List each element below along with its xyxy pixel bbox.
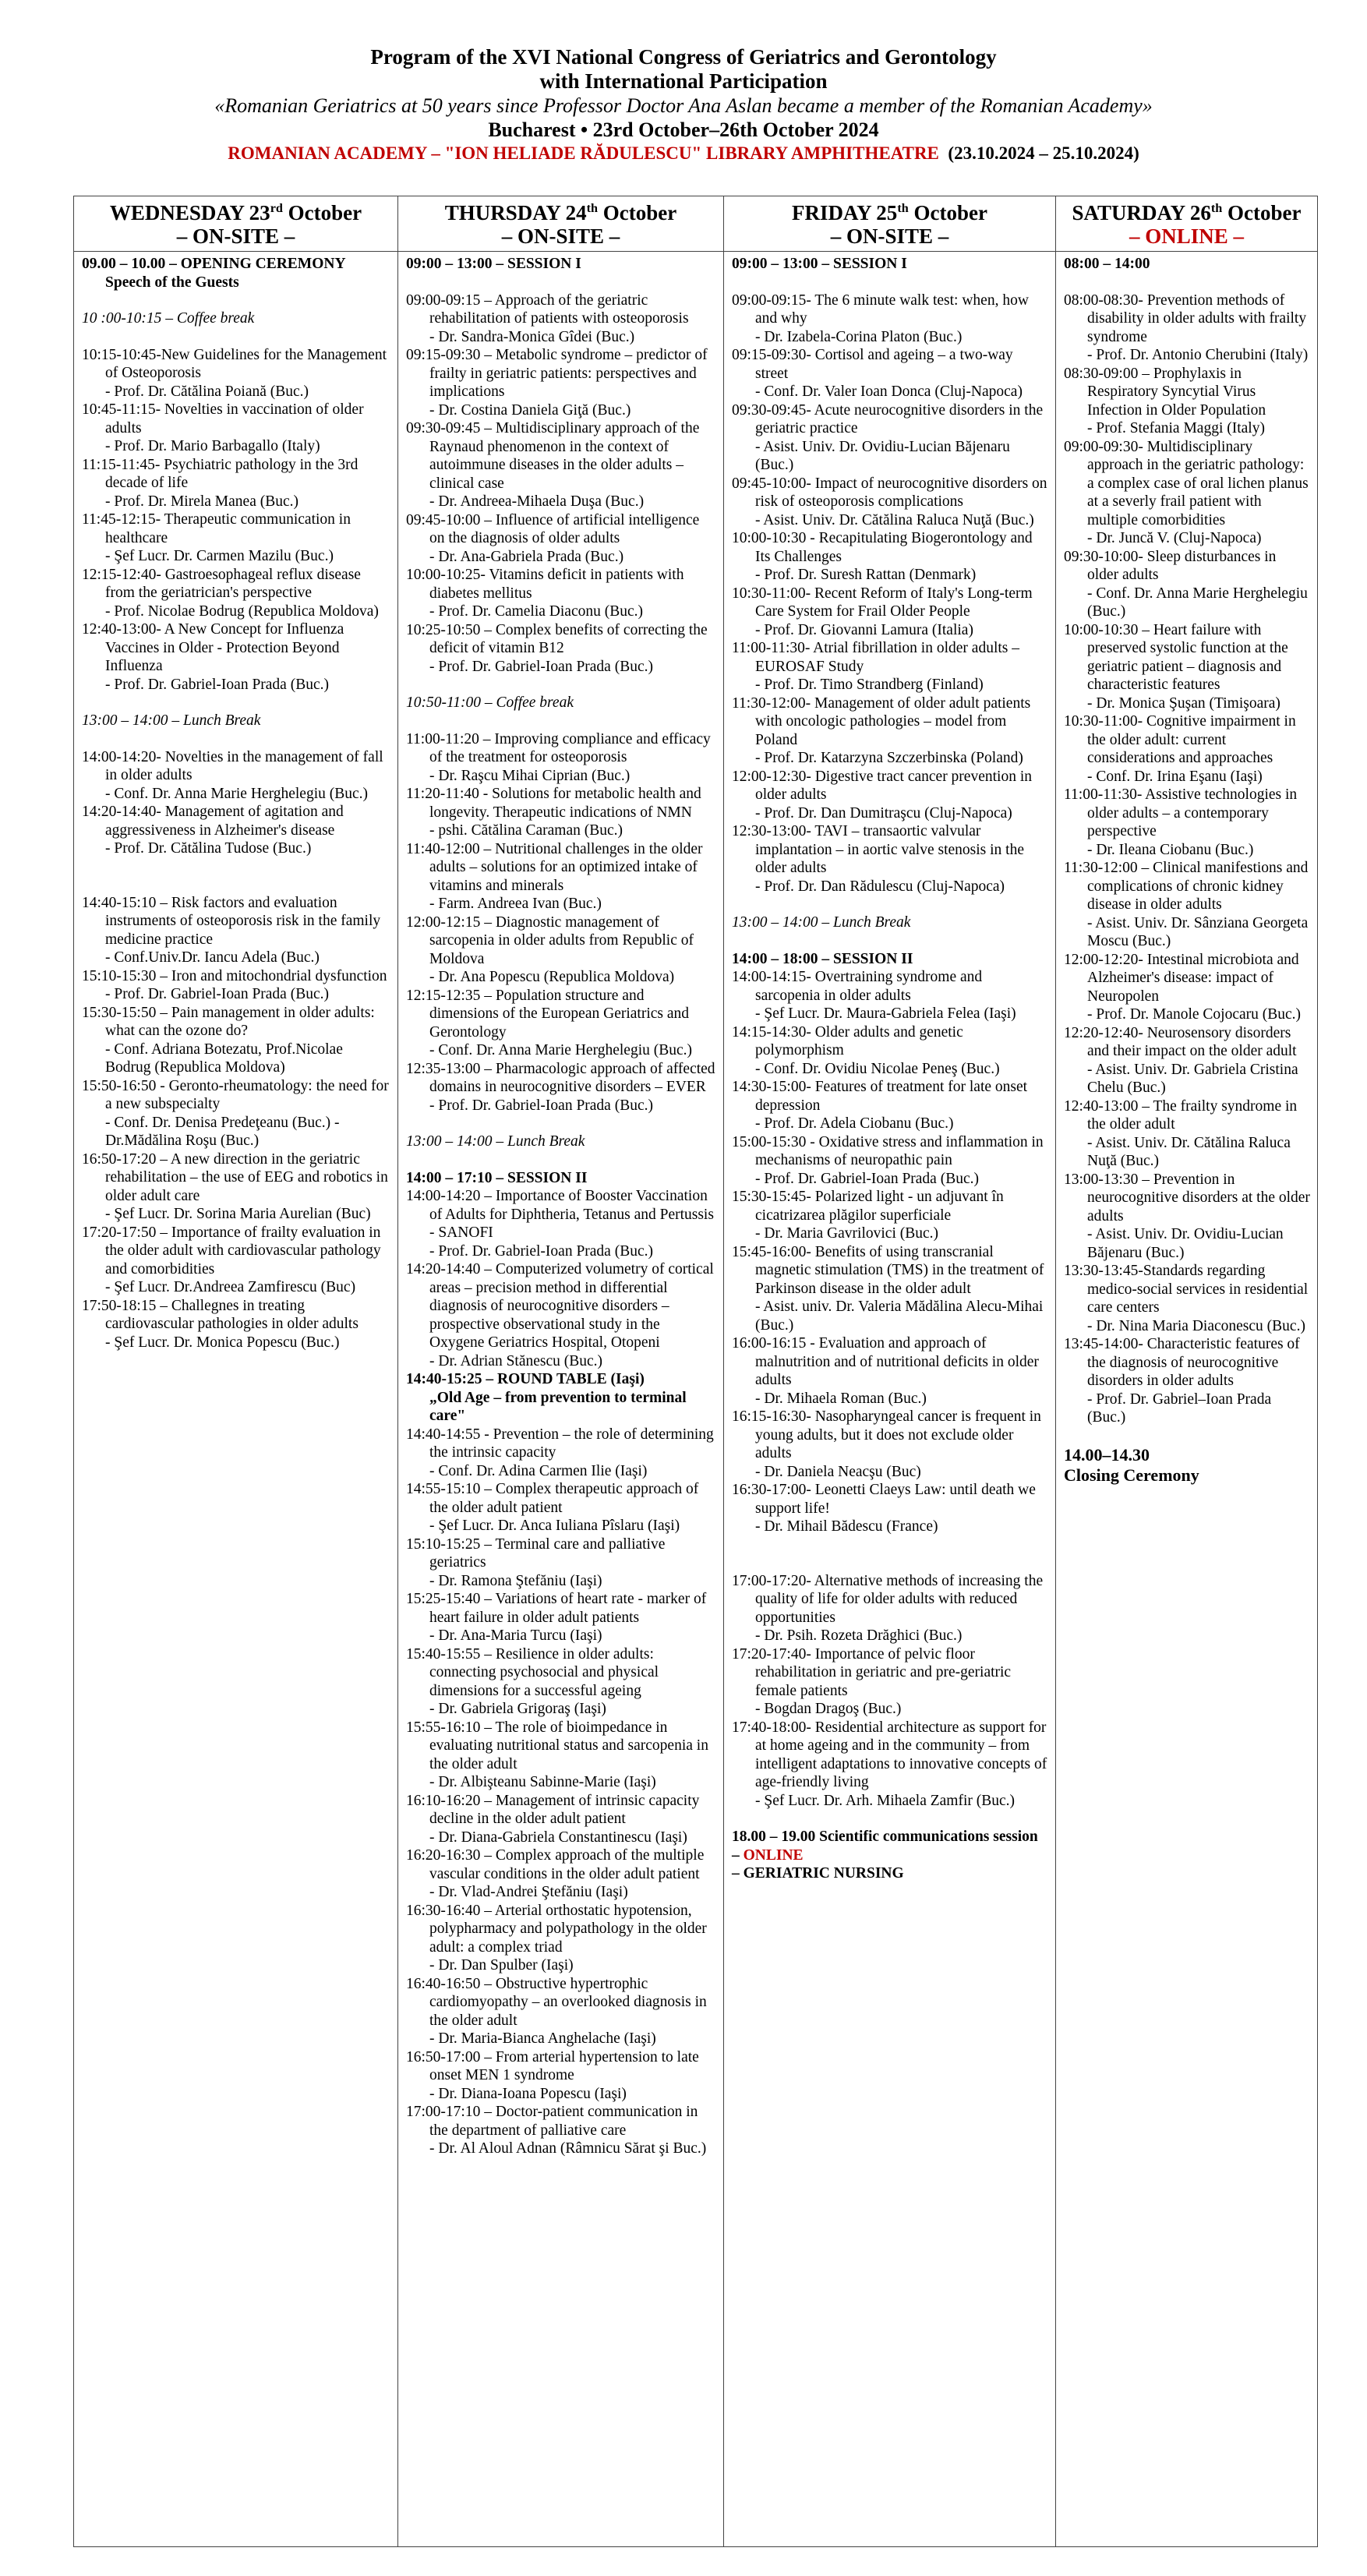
item-title: 16:00-16:15 - Evaluation and approach of malnutrition and of nutritional deficits in older adults	[732, 1335, 1039, 1388]
item-title: 13:00 – 14:00 – Lunch Break	[406, 1133, 585, 1150]
program-item	[732, 1133, 1049, 1189]
item-title: 15:30-15:45- Polarized light - un adjuvant în cicatrizarea plăgilor superficiale	[732, 1189, 1004, 1224]
item-speaker: - Prof. Dr. Manole Cojocaru (Buc.)	[1087, 1006, 1302, 1023]
program-item	[406, 1370, 717, 1426]
item-speaker: - Conf. Dr. Irina Eşanu (Iaşi)	[1087, 768, 1263, 785]
program-header	[0, 0, 1367, 165]
item-title: 17:00-17:20- Alternative methods of increasing the quality of life for older adults with reduced opportunities	[732, 1572, 1044, 1626]
spacer	[1064, 1427, 1311, 1445]
spacer	[82, 876, 391, 894]
item-title: 10:30-11:00- Cognitive impairment in the older adult: current considerations and approaches	[1064, 713, 1296, 766]
program-item	[82, 803, 391, 858]
item-title: 16:30-16:40 – Arterial orthostatic hypotension, polypharmacy and polypathology in the older adult: a complex triad	[406, 1902, 707, 1956]
item-title: 13:00-13:30 – Prevention in neurocognitive disorders at the older adults	[1064, 1171, 1310, 1224]
item-title: 10 :00-10:15 – Coffee break	[82, 310, 255, 327]
item-title: 14:40-14:55 - Prevention – the role of determining the intrinsic capacity	[406, 1426, 714, 1461]
item-speaker: - Prof. Dr. Gabriel-Ioan Prada (Buc.)	[755, 1170, 979, 1187]
item-speaker: - Dr. Sandra-Monica Gîdei (Buc.)	[429, 328, 635, 345]
spacer	[406, 1151, 717, 1169]
item-title: 11:15-11:45- Psychiatric pathology in the 3rd decade of life	[82, 456, 359, 491]
spacer	[82, 292, 391, 309]
program-item	[732, 585, 1049, 640]
item-title: 11:00-11:20 – Improving compliance and efficacy of the treatment for osteoporosis	[406, 730, 711, 765]
item-title: 17:20-17:40- Importance of pelvic floor rehabilitation in geriatric and pre-geriatric female patients	[732, 1645, 1012, 1699]
program-item	[406, 511, 717, 567]
congress-theme: «Romanian Geriatrics at 50 years since Professor Doctor Ana Aslan became a member of the Romanian Academy»	[214, 94, 1153, 117]
closing-ceremony: 14.00–14.30 Closing Ceremony	[1064, 1444, 1199, 1485]
item-speaker: - Şef Lucr. Dr. Sorina Maria Aurelian (Buc)	[105, 1206, 371, 1222]
program-item	[406, 1590, 717, 1645]
item-title: 09:00 – 13:00 – SESSION I	[732, 256, 907, 272]
item-title: 12:15-12:35 – Population structure and dimensions of the European Geriatrics and Gerontology	[406, 987, 690, 1041]
item-speaker: - Prof. Dr. Cătălina Poiană (Buc.)	[105, 383, 309, 400]
item-title: 08:30-09:00 – Prophylaxis in Respiratory Syncytial Virus Infection in Older Population	[1064, 365, 1266, 419]
item-title: 09:00-09:15 – Approach of the geriatric rehabilitation of patients with osteoporosis	[406, 292, 689, 327]
item-speaker: - Prof. Dr. Dan Rădulescu (Cluj-Napoca)	[755, 878, 1005, 895]
thursday-column	[398, 252, 724, 2547]
item-speaker: - Dr. Costina Daniela Giţă (Buc.)	[429, 401, 631, 419]
item-speaker: Speech of the Guests	[105, 274, 239, 291]
item-title: 15:25-15:40 – Variations of heart rate - marker of heart failure in older adult patients	[406, 1591, 707, 1626]
item-speaker: - Dr. Raşcu Mihai Ciprian (Buc.)	[429, 767, 631, 784]
item-title: 09:15-09:30- Cortisol and ageing – a two-way street	[732, 347, 1013, 382]
program-item	[1064, 548, 1311, 621]
program-item	[732, 1188, 1049, 1243]
program-item	[82, 967, 391, 1004]
program-item	[82, 1297, 391, 1352]
program-item	[732, 346, 1049, 401]
program-item	[406, 419, 717, 511]
item-title: 13:00 – 14:00 – Lunch Break	[82, 712, 261, 729]
item-title: 09.00 – 10.00 – OPENING CEREMONY	[82, 256, 346, 272]
program-item	[732, 768, 1049, 823]
item-speaker: - Şef Lucr. Dr. Arh. Mihaela Zamfir (Buc.)	[755, 1792, 1016, 1809]
item-speaker: - Dr. Diana-Gabriela Constantinescu (Iaşi)	[429, 1829, 687, 1846]
item-title: 12:35-13:00 – Pharmacologic approach of affected domains in neurocognitive disorders – EVER	[406, 1060, 715, 1095]
item-title: 14:55-15:10 – Complex therapeutic approach of the older adult patient	[406, 1481, 699, 1516]
item-title: 10:15-10:45-New Guidelines for the Management of Osteoporosis	[82, 346, 387, 381]
program-item	[82, 620, 391, 694]
program-item	[732, 1023, 1049, 1079]
item-title: 13:30-13:45-Standards regarding medico-social services in residential care centers	[1064, 1263, 1309, 1316]
item-speaker: - Şef Lucr. Dr. Monica Popescu (Buc.)	[105, 1334, 340, 1351]
wednesday-column	[74, 252, 398, 2547]
spacer	[732, 274, 1049, 292]
item-speaker: - Conf.Univ.Dr. Iancu Adela (Buc.)	[105, 949, 320, 966]
program-item	[1064, 1335, 1311, 1427]
spacer	[732, 932, 1049, 950]
item-speaker: - Dr. Ana-Maria Turcu (Iaşi)	[429, 1627, 602, 1644]
program-item	[732, 822, 1049, 896]
program-item	[406, 913, 717, 987]
program-item	[1064, 621, 1311, 713]
item-speaker: - Prof. Nicolae Bodrug (Republica Moldova)	[105, 602, 379, 620]
item-title: 09:30-09:45- Acute neurocognitive disorders in the geriatric practice	[732, 401, 1044, 436]
item-title: 16:20-16:30 – Complex approach of the multiple vascular conditions in the older adult patient	[406, 1847, 705, 1882]
column-header-friday: FRIDAY 25th October – ON-SITE –	[724, 196, 1056, 252]
item-speaker: - Prof. Dr. Gabriel–Ioan Prada (Buc.)	[1087, 1390, 1272, 1426]
program-item	[406, 987, 717, 1060]
item-speaker: - Prof. Dr. Katarzyna Szczerbinska (Poland)	[755, 750, 1023, 766]
item-speaker: - Prof. Dr. Gabriel-Ioan Prada (Buc.)	[105, 986, 329, 1002]
item-title: 14:20-14:40- Management of agitation and aggressiveness in Alzheimer's disease	[82, 804, 344, 839]
program-item	[406, 621, 717, 677]
program-item	[406, 730, 717, 786]
program-item	[732, 529, 1049, 585]
title-line-1: Program of the XVI National Congress of Geriatrics and Gerontology	[370, 45, 997, 69]
item-title: 12:00-12:30- Digestive tract cancer prevention in older adults	[732, 768, 1032, 803]
item-speaker: - Asist. Univ. Dr. Ovidiu-Lucian Băjenaru (Buc.)	[1087, 1226, 1284, 1261]
column-header-wednesday: WEDNESDAY 23rd October – ON-SITE –	[74, 196, 398, 252]
item-speaker: - Dr. Ileana Ciobanu (Buc.)	[1087, 841, 1254, 858]
item-title: 11:20-11:40 - Solutions for metabolic health and longevity. Therapeutic indications of NMN	[406, 786, 701, 821]
program-item	[1064, 255, 1311, 274]
item-title: 16:40-16:50 – Obstructive hypertrophic cardiomyopathy – an overlooked diagnosis in the older adult	[406, 1975, 707, 2029]
item-title: 17:00-17:10 – Doctor-patient communication in the department of palliative care	[406, 2104, 698, 2139]
item-title: 09:00-09:15- The 6 minute walk test: when, how and why	[732, 292, 1029, 327]
program-item	[732, 1078, 1049, 1133]
program-item	[732, 475, 1049, 530]
item-speaker: - Dr. Vlad-Andrei Ştefăniu (Iaşi)	[429, 1884, 628, 1900]
program-item	[82, 1077, 391, 1150]
program-item	[406, 1846, 717, 1902]
item-title: 14:30-15:00- Features of treatment for late onset depression	[732, 1079, 1028, 1114]
item-title: 16:30-17:00- Leonetti Claeys Law: until death we support life!	[732, 1482, 1036, 1517]
item-speaker: - Prof. Dr. Adela Ciobanu (Buc.)	[755, 1115, 954, 1132]
item-title: 11:40-12:00 – Nutritional challenges in the older adults – solutions for an optimized intake of vitamins and minerals	[406, 840, 703, 894]
spacer	[406, 274, 717, 292]
item-speaker: - Dr. Monica Şuşan (Timişoara)	[1087, 694, 1280, 712]
item-speaker: - Prof. Dr. Dan Dumitraşcu (Cluj-Napoca)	[755, 804, 1012, 822]
program-item	[406, 1060, 717, 1115]
program-item	[406, 1133, 717, 1151]
program-item	[732, 968, 1049, 1023]
item-title: 14:40-15:25 – ROUND TABLE (Iaşi)	[406, 1371, 645, 1387]
item-speaker: - Conf. Dr. Ovidiu Nicolae Peneş (Buc.)	[755, 1060, 1000, 1077]
item-speaker: - Dr. Mihail Bădescu (France)	[755, 1518, 938, 1535]
spacer	[732, 896, 1049, 913]
item-speaker: - Asist. Univ. Dr. Cătălina Raluca Nuţă (Buc.)	[755, 511, 1034, 528]
program-item	[82, 894, 391, 967]
program-item	[82, 1224, 391, 1297]
item-speaker: - Prof. Stefania Maggi (Italy)	[1087, 420, 1265, 436]
item-title: 09:30-10:00- Sleep disturbances in older adults	[1064, 548, 1277, 583]
item-speaker: - Prof. Dr. Gabriel-Ioan Prada (Buc.)	[429, 1097, 653, 1114]
program-item	[732, 1645, 1049, 1719]
program-item	[406, 1426, 717, 1481]
item-speaker: - Prof. Dr. Gabriel-Ioan Prada (Buc.)	[429, 1242, 653, 1260]
item-title: 13:00 – 14:00 – Lunch Break	[732, 914, 911, 931]
program-item	[732, 694, 1049, 768]
program-item	[406, 346, 717, 419]
item-speaker: - Prof. Dr. Cătălina Tudose (Buc.)	[105, 840, 312, 857]
item-speaker: - Asist. Univ. Dr. Gabriela Cristina Chelu (Buc.)	[1087, 1061, 1298, 1096]
item-title: 10:00-10:30 – Heart failure with preserved systolic function at the geriatric patient – diagnosis and characteristic features	[1064, 621, 1288, 693]
item-speaker: - Conf. Dr. Denisa Predeţeanu (Buc.) - Dr.Mădălina Roşu (Buc.)	[105, 1114, 340, 1149]
column-header-thursday: THURSDAY 24th October – ON-SITE –	[398, 196, 724, 252]
spacer	[82, 858, 391, 876]
item-speaker: - Asist. univ. Dr. Valeria Mădălina Alecu-Mihai (Buc.)	[755, 1299, 1044, 1334]
item-title: 14:00-14:20 – Importance of Booster Vaccination of Adults for Diphtheria, Tetanus and Pertussis - SANOFI	[406, 1188, 714, 1241]
item-speaker: - Prof. Dr. Giovanni Lamura (Italia)	[755, 621, 973, 638]
spacer	[406, 676, 717, 694]
item-title: 17:50-18:15 – Challegnes in treating cardiovascular pathologies in older adults	[82, 1297, 359, 1332]
item-speaker: - Asist. Univ. Dr. Sânziana Georgeta Moscu (Buc.)	[1087, 914, 1309, 949]
spacer	[406, 1115, 717, 1133]
program-item	[82, 401, 391, 456]
item-title: 14:40-15:10 – Risk factors and evaluation instruments of osteoporosis risk in the family medicine practice	[82, 894, 381, 948]
item-speaker: - Dr. Al Aloul Adnan (Râmnicu Sărat şi Buc.)	[429, 2140, 707, 2157]
item-title: 11:30-12:00- Management of older adult patients with oncologic pathologies – model from Poland	[732, 694, 1031, 748]
item-title: 12:00-12:15 – Diagnostic management of sarcopenia in older adults from Republic of Moldova	[406, 913, 694, 967]
item-speaker: - Prof. Dr. Antonio Cherubini (Italy)	[1087, 347, 1309, 363]
item-speaker: - Prof. Dr. Mirela Manea (Buc.)	[105, 493, 299, 510]
program-item	[1064, 1262, 1311, 1335]
program-item	[732, 1719, 1049, 1811]
item-title: 12:00-12:20- Intestinal microbiota and Alzheimer's disease: impact of Neuropolen	[1064, 951, 1299, 1005]
item-speaker: - Prof. Dr. Gabriel-Ioan Prada (Buc.)	[429, 658, 653, 675]
item-speaker: - Conf. Dr. Valer Ioan Donca (Cluj-Napoca)	[755, 383, 1023, 400]
item-title: 15:45-16:00- Benefits of using transcranial magnetic stimulation (TMS) in the treatment of Parkinson disease in the older adult	[732, 1243, 1044, 1297]
program-item	[406, 694, 717, 712]
item-speaker: - Dr. Dan Spulber (Iaşi)	[429, 1957, 574, 1974]
item-title: 09:00-09:30- Multidisciplinary approach in the geriatric pathology: a complex case of oral lichen planus at a severly frail patient with multiple comorbidities	[1064, 438, 1309, 528]
spacer	[82, 730, 391, 748]
spacer	[82, 328, 391, 346]
program-item	[82, 346, 391, 401]
item-title: 16:50-17:00 – From arterial hypertension to late onset MEN 1 syndrome	[406, 2048, 699, 2083]
item-title: 10:30-11:00- Recent Reform of Italy's Long-term Care System for Frail Older People	[732, 585, 1033, 620]
item-speaker: - Dr. Mihaela Roman (Buc.)	[755, 1390, 927, 1407]
item-speaker: - Dr. Gabriela Grigoraş (Iaşi)	[429, 1701, 606, 1717]
item-title: 12:40-13:00 – The frailty syndrome in the older adult	[1064, 1097, 1298, 1133]
item-speaker: - Dr. Diana-Ioana Popescu (Iaşi)	[429, 2085, 627, 2102]
program-item	[406, 1902, 717, 1975]
spacer	[406, 712, 717, 730]
item-title: 11:00-11:30- Assistive technologies in older adults – a contemporary perspective	[1064, 786, 1298, 839]
item-title: 14:00-14:20- Novelties in the management of fall in older adults	[82, 748, 383, 783]
program-item	[1064, 712, 1311, 786]
item-title: 08:00-08:30- Prevention methods of disability in older adults with frailty syndrome	[1064, 292, 1307, 345]
item-speaker: - Şef Lucr. Dr.Andreea Zamfirescu (Buc)	[105, 1279, 356, 1295]
program-item	[406, 292, 717, 347]
item-title: 15:10-15:25 – Terminal care and palliative geriatrics	[406, 1535, 666, 1571]
item-speaker: - Prof. Dr. Camelia Diaconu (Buc.)	[429, 603, 644, 620]
item-title: 13:45-14:00- Characteristic features of the diagnosis of neurocognitive disorders in older adults	[1064, 1336, 1300, 1389]
program-item	[406, 255, 717, 274]
item-speaker: - Şef Lucr. Dr. Carmen Mazilu (Buc.)	[105, 548, 334, 564]
program-item	[406, 1975, 717, 2048]
program-item	[406, 1792, 717, 1847]
item-speaker: - Dr. Izabela-Corina Platon (Buc.)	[755, 328, 963, 345]
item-title: 09:30-09:45 – Multidisciplinary approach of the Raynaud phenomenon in the context of autoimmune diseases in the older adults – clinical case	[406, 420, 700, 492]
program-item	[732, 1243, 1049, 1335]
program-item	[82, 456, 391, 511]
program-item	[82, 511, 391, 566]
item-speaker: - Dr. Maria-Bianca Anghelache (Iaşi)	[429, 2030, 656, 2047]
program-item	[1064, 859, 1311, 951]
item-speaker: - Conf. Adriana Botezatu, Prof.Nicolae Bodrug (Republica Moldova)	[105, 1041, 343, 1076]
program-item	[406, 1187, 717, 1260]
item-speaker: - Dr. Maria Gavrilovici (Buc.)	[755, 1225, 939, 1242]
program-item	[732, 401, 1049, 475]
spacer	[82, 694, 391, 712]
item-title: 14:20-14:40 – Computerized volumetry of cortical areas – precision method in differential diagnosis of neurocognitive disorders – prospective observational study in the Oxygene Geriatrics Hospital, Otopeni	[406, 1261, 714, 1351]
program-item	[406, 1169, 717, 1188]
program-item	[406, 1260, 717, 1370]
friday-column	[724, 252, 1056, 2547]
item-title: 10:00-10:30 - Recapitulating Biogerontology and Its Challenges	[732, 530, 1033, 565]
program-item	[406, 1645, 717, 1719]
item-title: 12:15-12:40- Gastroesophageal reflux disease from the geriatrician's perspective	[82, 566, 361, 601]
program-item	[732, 913, 1049, 932]
item-speaker: - Bogdan Dragoş (Buc.)	[755, 1701, 902, 1717]
saturday-column	[1056, 252, 1318, 2547]
program-item	[1064, 438, 1311, 548]
item-speaker: - Asist. Univ. Dr. Cătălina Raluca Nuţă (Buc.)	[1087, 1134, 1291, 1169]
program-item	[732, 1334, 1049, 1408]
item-title: 17:40-18:00- Residential architecture as support for at home ageing and in the community – from intelligent adaptations to innovative concepts of age-friendly living	[732, 1719, 1047, 1790]
item-speaker: - Dr. Albişteanu Sabinne-Marie (Iaşi)	[429, 1774, 656, 1790]
venue-dates: (23.10.2024 – 25.10.2024)	[948, 143, 1139, 163]
program-item	[406, 840, 717, 913]
item-title: 15:10-15:30 – Iron and mitochondrial dysfunction	[82, 967, 387, 984]
item-speaker: - Dr. Ana Popescu (Republica Moldova)	[429, 969, 675, 985]
item-speaker: - Prof. Dr. Mario Barbagallo (Italy)	[105, 438, 320, 454]
program-item	[82, 566, 391, 621]
item-title: 10:25-10:50 – Complex benefits of correcting the deficit of vitamin B12	[406, 621, 708, 656]
column-header-saturday: SATURDAY 26th October – ONLINE –	[1056, 196, 1318, 252]
program-item	[82, 1004, 391, 1077]
program-item	[1064, 786, 1311, 859]
venue-line	[0, 142, 1367, 165]
item-title: 10:00-10:25- Vitamins deficit in patients with diabetes mellitus	[406, 567, 684, 602]
item-title: 17:20-17:50 – Importance of frailty evaluation in the older adult with cardiovascular pathology and comorbidities	[82, 1224, 381, 1277]
program-item	[1064, 1171, 1311, 1263]
program-item	[732, 255, 1049, 274]
program-item	[82, 1150, 391, 1224]
item-title: 14:00-14:15- Overtraining syndrome and sarcopenia in older adults	[732, 969, 983, 1004]
item-speaker: - Şef Lucr. Dr. Anca Iuliana Pîslaru (Iaşi)	[429, 1518, 680, 1534]
item-speaker: - Dr. Adrian Stănescu (Buc.)	[429, 1352, 603, 1369]
program-item	[1064, 1097, 1311, 1171]
item-title: 15:40-15:55 – Resilience in older adults: connecting psychosocial and physical dimensions for a successful ageing	[406, 1645, 659, 1699]
item-speaker: - Conf. Dr. Anna Marie Herghelegiu (Buc.)	[429, 1042, 693, 1058]
item-speaker: - Dr. Ana-Gabriela Prada (Buc.)	[429, 548, 624, 565]
friday-online-session: 18.00 – 19.00 Scientific communications session – ONLINE – GERIATRIC NURSING	[732, 1829, 1038, 1882]
item-speaker: - Prof. Dr. Timo Strandberg (Finland)	[755, 677, 984, 693]
item-speaker: - Conf. Dr. Adina Carmen Ilie (Iaşi)	[429, 1462, 648, 1479]
item-speaker: „Old Age – from prevention to terminal care"	[429, 1389, 687, 1424]
program-item	[406, 2048, 717, 2104]
item-title: 15:50-16:50 - Geronto-rheumatology: the need for a new subspecialty	[82, 1077, 389, 1112]
venue: ROMANIAN ACADEMY – "ION HELIADE RĂDULESCU" LIBRARY AMPHITHEATRE	[228, 143, 939, 163]
program-table	[73, 196, 1318, 2547]
program-item	[406, 1480, 717, 1535]
program-item	[406, 2103, 717, 2158]
item-speaker: - Farm. Andreea Ivan (Buc.)	[429, 896, 602, 912]
item-speaker: - Prof. Dr. Gabriel-Ioan Prada (Buc.)	[105, 676, 329, 693]
program-item	[1064, 292, 1311, 365]
program-item	[732, 1481, 1049, 1536]
location-dates: Bucharest • 23rd October–26th October 2024	[488, 118, 879, 141]
item-title: 08:00 – 14:00	[1064, 256, 1150, 272]
program-item	[82, 255, 391, 292]
item-title: 11:45-12:15- Therapeutic communication in healthcare	[82, 511, 351, 546]
program-item	[1064, 1024, 1311, 1097]
program-item	[406, 566, 717, 621]
item-title: 12:30-13:00- TAVI – transaortic valvular implantation – in aortic valve stenosis in the older adults	[732, 823, 1024, 876]
item-title: 10:45-11:15- Novelties in vaccination of older adults	[82, 401, 364, 436]
item-title: 09:00 – 13:00 – SESSION I	[406, 256, 581, 272]
item-title: 14:00 – 17:10 – SESSION II	[406, 1169, 588, 1186]
item-title: 10:50-11:00 – Coffee break	[406, 694, 574, 711]
item-speaker: - Prof. Dr. Suresh Rattan (Denmark)	[755, 567, 977, 583]
spacer	[732, 1536, 1049, 1554]
item-title: 12:20-12:40- Neurosensory disorders and their impact on the older adult	[1064, 1024, 1297, 1059]
item-title: 11:00-11:30- Atrial fibrillation in older adults – EUROSAF Study	[732, 640, 1019, 675]
item-title: 15:55-16:10 – The role of bioimpedance in evaluating nutritional status and sarcopenia in the older adult	[406, 1719, 708, 1772]
item-title: 09:45-10:00 – Influence of artificial intelligence on the diagnosis of older adults	[406, 511, 700, 546]
item-title: 14:15-14:30- Older adults and genetic polymorphism	[732, 1023, 963, 1058]
program-item	[82, 748, 391, 804]
item-title: 15:00-15:30 - Oxidative stress and inflammation in mechanisms of neuropathic pain	[732, 1133, 1044, 1168]
item-speaker: - Dr. Juncă V. (Cluj-Napoca)	[1087, 530, 1262, 546]
item-speaker: - Dr. Nina Maria Diaconescu (Buc.)	[1087, 1317, 1305, 1334]
item-title: 16:15-16:30- Nasopharyngeal cancer is frequent in young adults, but it does not exclude older adults	[732, 1408, 1041, 1461]
program-item	[1064, 951, 1311, 1024]
item-title: 15:30-15:50 – Pain management in older adults: what can the ozone do?	[82, 1004, 375, 1039]
item-title: 16:50-17:20 – A new direction in the geriatric rehabilitation – the use of EEG and robotics in older adult care	[82, 1150, 388, 1204]
item-speaker: - pshi. Cătălina Caraman (Buc.)	[429, 822, 623, 839]
program-item	[732, 1572, 1049, 1645]
item-title: 11:30-12:00 – Clinical manifestions and complications of chronic kidney disease in older adults	[1064, 860, 1309, 913]
program-item	[1064, 365, 1311, 438]
item-title: 16:10-16:20 – Management of intrinsic capacity decline in the older adult patient	[406, 1792, 700, 1827]
program-item	[732, 292, 1049, 347]
title-line-2: with International Participation	[539, 69, 828, 93]
program-item	[406, 1535, 717, 1591]
item-speaker: - Conf. Dr. Anna Marie Herghelegiu (Buc.)	[105, 785, 369, 802]
program-item	[82, 309, 391, 328]
item-speaker: - Şef Lucr. Dr. Maura-Gabriela Felea (Iaşi)	[755, 1005, 1016, 1022]
item-speaker: - Dr. Psih. Rozeta Drăghici (Buc.)	[755, 1627, 963, 1644]
program-item	[82, 712, 391, 730]
item-speaker: - Dr. Ramona Ştefăniu (Iaşi)	[429, 1572, 602, 1589]
item-title: 09:45-10:00- Impact of neurocognitive disorders on risk of osteoporosis complications	[732, 475, 1047, 510]
program-item	[406, 1719, 717, 1792]
item-title: 12:40-13:00- A New Concept for Influenza Vaccines in Older - Protection Beyond Influenza	[82, 621, 344, 674]
program-item	[406, 785, 717, 840]
program-item	[732, 950, 1049, 969]
item-speaker: - Asist. Univ. Dr. Ovidiu-Lucian Băjenaru (Buc.)	[755, 438, 1010, 473]
item-speaker: - Dr. Andreea-Mihaela Duşa (Buc.)	[429, 493, 645, 510]
spacer	[732, 1554, 1049, 1572]
program-item	[732, 639, 1049, 694]
item-speaker: - Dr. Daniela Neacşu (Buc)	[755, 1463, 921, 1480]
item-title: 09:15-09:30 – Metabolic syndrome – predictor of frailty in geriatric patients: perspectives and implications	[406, 347, 708, 400]
spacer	[1064, 274, 1311, 292]
program-item	[732, 1408, 1049, 1481]
item-title: 14:00 – 18:00 – SESSION II	[732, 950, 913, 967]
item-speaker: - Conf. Dr. Anna Marie Herghelegiu (Buc.)	[1087, 585, 1308, 620]
